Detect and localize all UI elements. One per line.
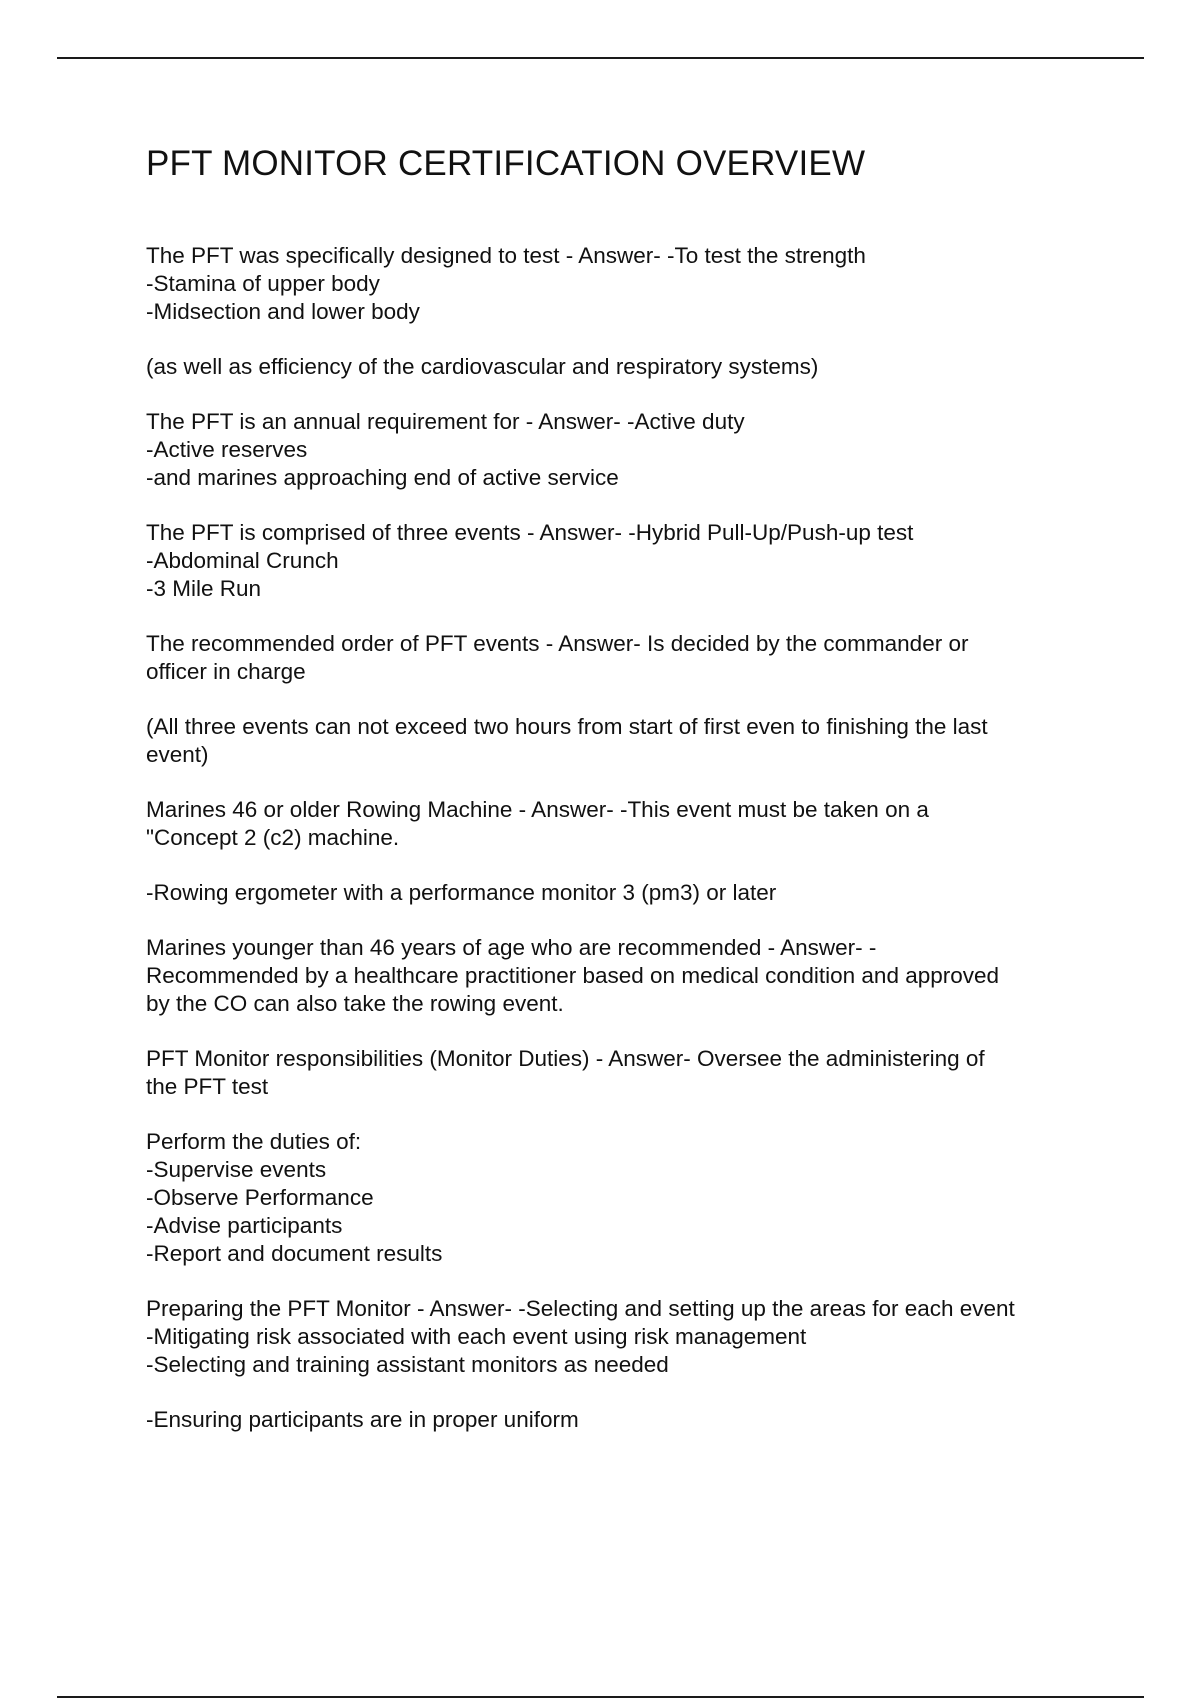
text-line: -Supervise events (146, 1157, 327, 1182)
header-rule (57, 57, 1144, 59)
text-line: -Observe Performance (146, 1185, 374, 1210)
text-line: -Rowing ergometer with a performance monitor 3 (pm3) or later (146, 880, 777, 905)
text-line: -Report and document results (146, 1241, 443, 1266)
text-line: Preparing the PFT Monitor - Answer- -Selecting and setting up the areas for each event (146, 1296, 1015, 1321)
qa-paragraph (146, 1295, 1096, 1379)
qa-paragraph (146, 796, 1096, 852)
qa-paragraph (146, 1128, 1096, 1268)
text-line: -Mitigating risk associated with each event using risk management (146, 1324, 807, 1349)
document-title: PFT MONITOR CERTIFICATION OVERVIEW (146, 144, 866, 183)
text-line: by the CO can also take the rowing event. (146, 991, 564, 1016)
text-line: "Concept 2 (c2) machine. (146, 825, 400, 850)
text-line: -3 Mile Run (146, 576, 262, 601)
text-line: Perform the duties of: (146, 1129, 362, 1154)
text-line: event) (146, 742, 209, 767)
qa-paragraph (146, 713, 1096, 769)
text-line: -and marines approaching end of active service (146, 465, 619, 490)
text-line: The PFT is comprised of three events - Answer- -Hybrid Pull-Up/Push-up test (146, 520, 914, 545)
qa-paragraph (146, 1406, 1096, 1434)
qa-paragraph (146, 353, 1096, 381)
text-line: The PFT was specifically designed to test - Answer- -To test the strength (146, 243, 866, 268)
text-line: The PFT is an annual requirement for - Answer- -Active duty (146, 409, 745, 434)
qa-paragraph (146, 1045, 1096, 1101)
text-line: the PFT test (146, 1074, 269, 1099)
text-line: Marines 46 or older Rowing Machine - Answer- -This event must be taken on a (146, 797, 929, 822)
text-line: -Ensuring participants are in proper uniform (146, 1407, 579, 1432)
text-line: -Abdominal Crunch (146, 548, 339, 573)
footer-rule (57, 1696, 1144, 1698)
text-line: -Selecting and training assistant monitors as needed (146, 1352, 669, 1377)
text-line: -Midsection and lower body (146, 299, 420, 324)
text-line: Marines younger than 46 years of age who are recommended - Answer- - (146, 935, 877, 960)
text-line: PFT Monitor responsibilities (Monitor Duties) - Answer- Oversee the administering of (146, 1046, 985, 1071)
text-line: (All three events can not exceed two hours from start of first even to finishing the last (146, 714, 988, 739)
text-line: -Advise participants (146, 1213, 343, 1238)
qa-paragraph (146, 934, 1096, 1018)
text-line: officer in charge (146, 659, 306, 684)
text-line: -Stamina of upper body (146, 271, 380, 296)
text-line: (as well as efficiency of the cardiovascular and respiratory systems) (146, 354, 819, 379)
qa-paragraph (146, 408, 1096, 492)
text-line: Recommended by a healthcare practitioner based on medical condition and approved (146, 963, 1000, 988)
text-line: The recommended order of PFT events - Answer- Is decided by the commander or (146, 631, 969, 656)
qa-paragraph (146, 630, 1096, 686)
text-line: -Active reserves (146, 437, 308, 462)
qa-paragraph (146, 242, 1096, 326)
document-body (146, 242, 1096, 1461)
qa-paragraph (146, 519, 1096, 603)
qa-paragraph (146, 879, 1096, 907)
